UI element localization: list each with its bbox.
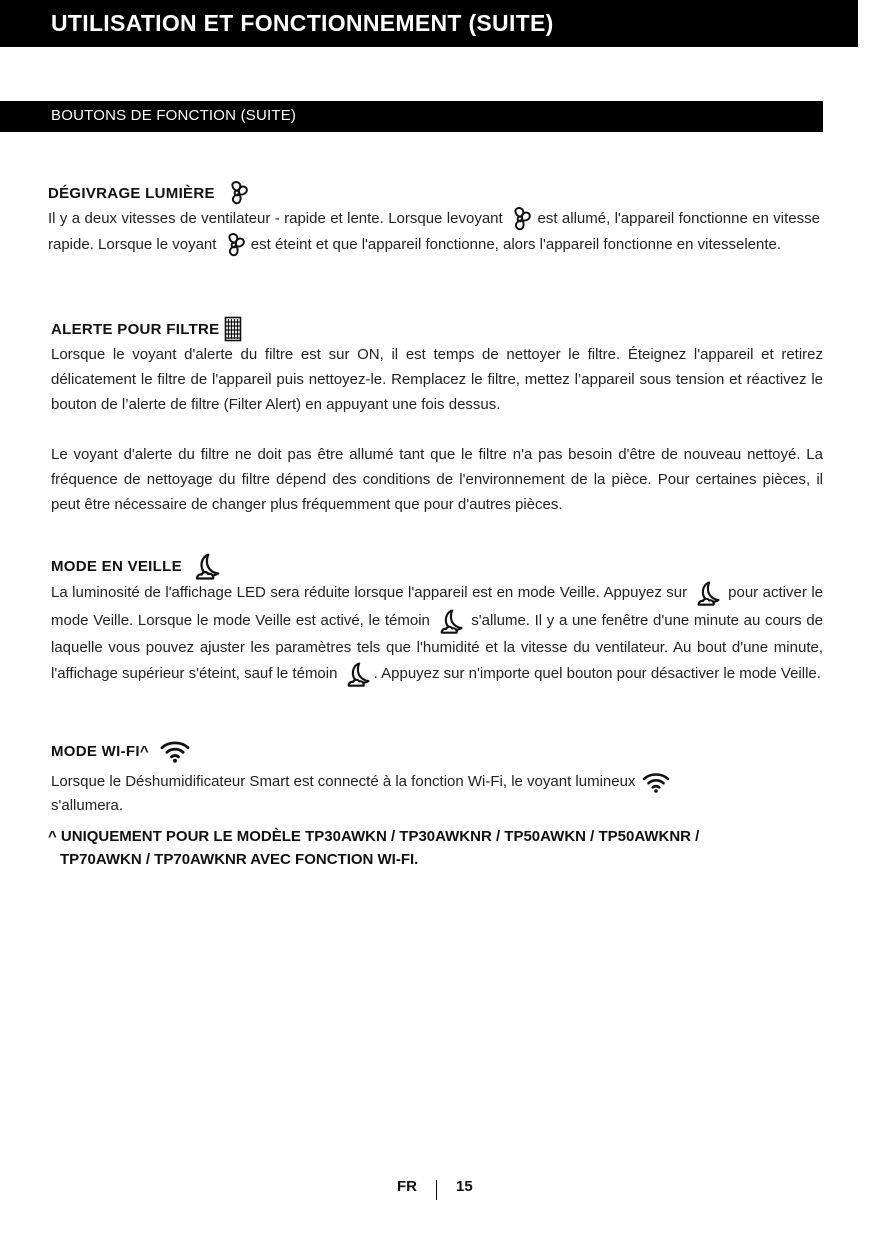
fan-icon [221,232,247,258]
footer-separator [436,1180,437,1200]
section-filter-title: ALERTE POUR FILTRE [51,320,220,338]
defrost-text-3: est éteint et que l'appareil fonctionne, alors l'appareil fonctionne en vitesselente. [250,236,782,254]
wifi-text-2: s'allumera. [51,797,124,815]
section-wifi-text [51,770,823,817]
sleep-text-3: s'allume. Il y a une fenêtre d'une minute au cours de laquelle vous pouvez ajuster les paramètres tels que l'humidité et la vitesse du ventilateur. Au bout d'une minute, l'affichage supérieur s'éteint, sauf le témoin [51,611,823,682]
footnote [48,825,828,871]
section-sleep-title: MODE EN VEILLE [51,557,182,575]
section-filter-heading [51,316,823,342]
sleep-text-4: . Appuyez sur n'importe quel bouton pour désactiver le mode Veille. [373,664,821,682]
section-defrost [48,180,820,258]
page-number: 15 [456,1178,473,1195]
section-filter-text-1: Lorsque le voyant d'alerte du filtre est sur ON, il est temps de nettoyer le filtre. Éteignez l'appareil et retirez délicatement le filtre de l'appareil puis nettoyez-le. Remplacez le filtre, mettez l’appareil sous tension et réactivez le bouton de l’alerte de filtre (Filter Alert) en appuyant une fois dessus. [51,346,823,413]
filter-icon [224,316,242,342]
section-wifi-title: MODE WI-FI^ [51,742,149,760]
section-wifi [51,738,823,817]
section-filter [51,316,823,517]
footnote-line-1: ^ UNIQUEMENT POUR LE MODÈLE TP30AWKN / TP30AWKNR / TP50AWKN / TP50AWKNR / [48,828,700,845]
section-wifi-heading [51,738,823,764]
section-defrost-heading [48,180,820,206]
wifi-text-1: Lorsque le Déshumidificateur Smart est connecté à la fonction Wi-Fi, le voyant lumineux [51,773,636,790]
subheader-bar [0,101,823,132]
sleep-text-1: La luminosité de l'affichage LED sera réduite lorsque l'appareil est en mode Veille. Appuyez sur [51,583,688,601]
sleep-text-2: pour activer le mode Veille. Lorsque le mode Veille est activé, le témoin [51,583,824,629]
wifi-icon [640,770,672,794]
moon-icon [435,607,467,635]
section-filter-text-2: Le voyant d'alerte du filtre ne doit pas être allumé tant que le filtre n'a pas besoin d'être de nouveau nettoyé. La fréquence de nettoyage du filtre dépend des conditions de l'environnement de la pièce. Pour certaines pièces, il peut être nécessaire de changer plus fréquemment que pour d'autres pièces. [51,446,823,513]
section-defrost-text [48,206,820,258]
section-sleep-heading [51,553,823,579]
page-title: UTILISATION ET FONCTIONNEMENT (SUITE) [51,10,554,36]
fan-icon [223,180,251,206]
section-sleep [51,553,823,688]
moon-icon [692,579,724,607]
header-bar [0,0,858,47]
wifi-icon [159,738,191,764]
footnote-line-2: TP70AWKN / TP70AWKNR AVEC FONCTION WI-FI. [60,851,419,868]
section-defrost-title: DÉGIVRAGE LUMIÈRE [48,184,215,202]
section-title: BOUTONS DE FONCTION (SUITE) [51,107,297,124]
moon-icon [342,660,374,688]
fan-icon [507,206,533,232]
moon-icon [190,551,224,581]
footer-language: FR [397,1178,417,1195]
defrost-text-1: Il y a deux vitesses de ventilateur - rapide et lente. Lorsque levoyant [48,210,503,227]
defrost-text-2: est allumé, l'appareil fonctionne en vitesse rapide. Lorsque le voyant [48,210,820,254]
section-sleep-text [51,579,823,688]
